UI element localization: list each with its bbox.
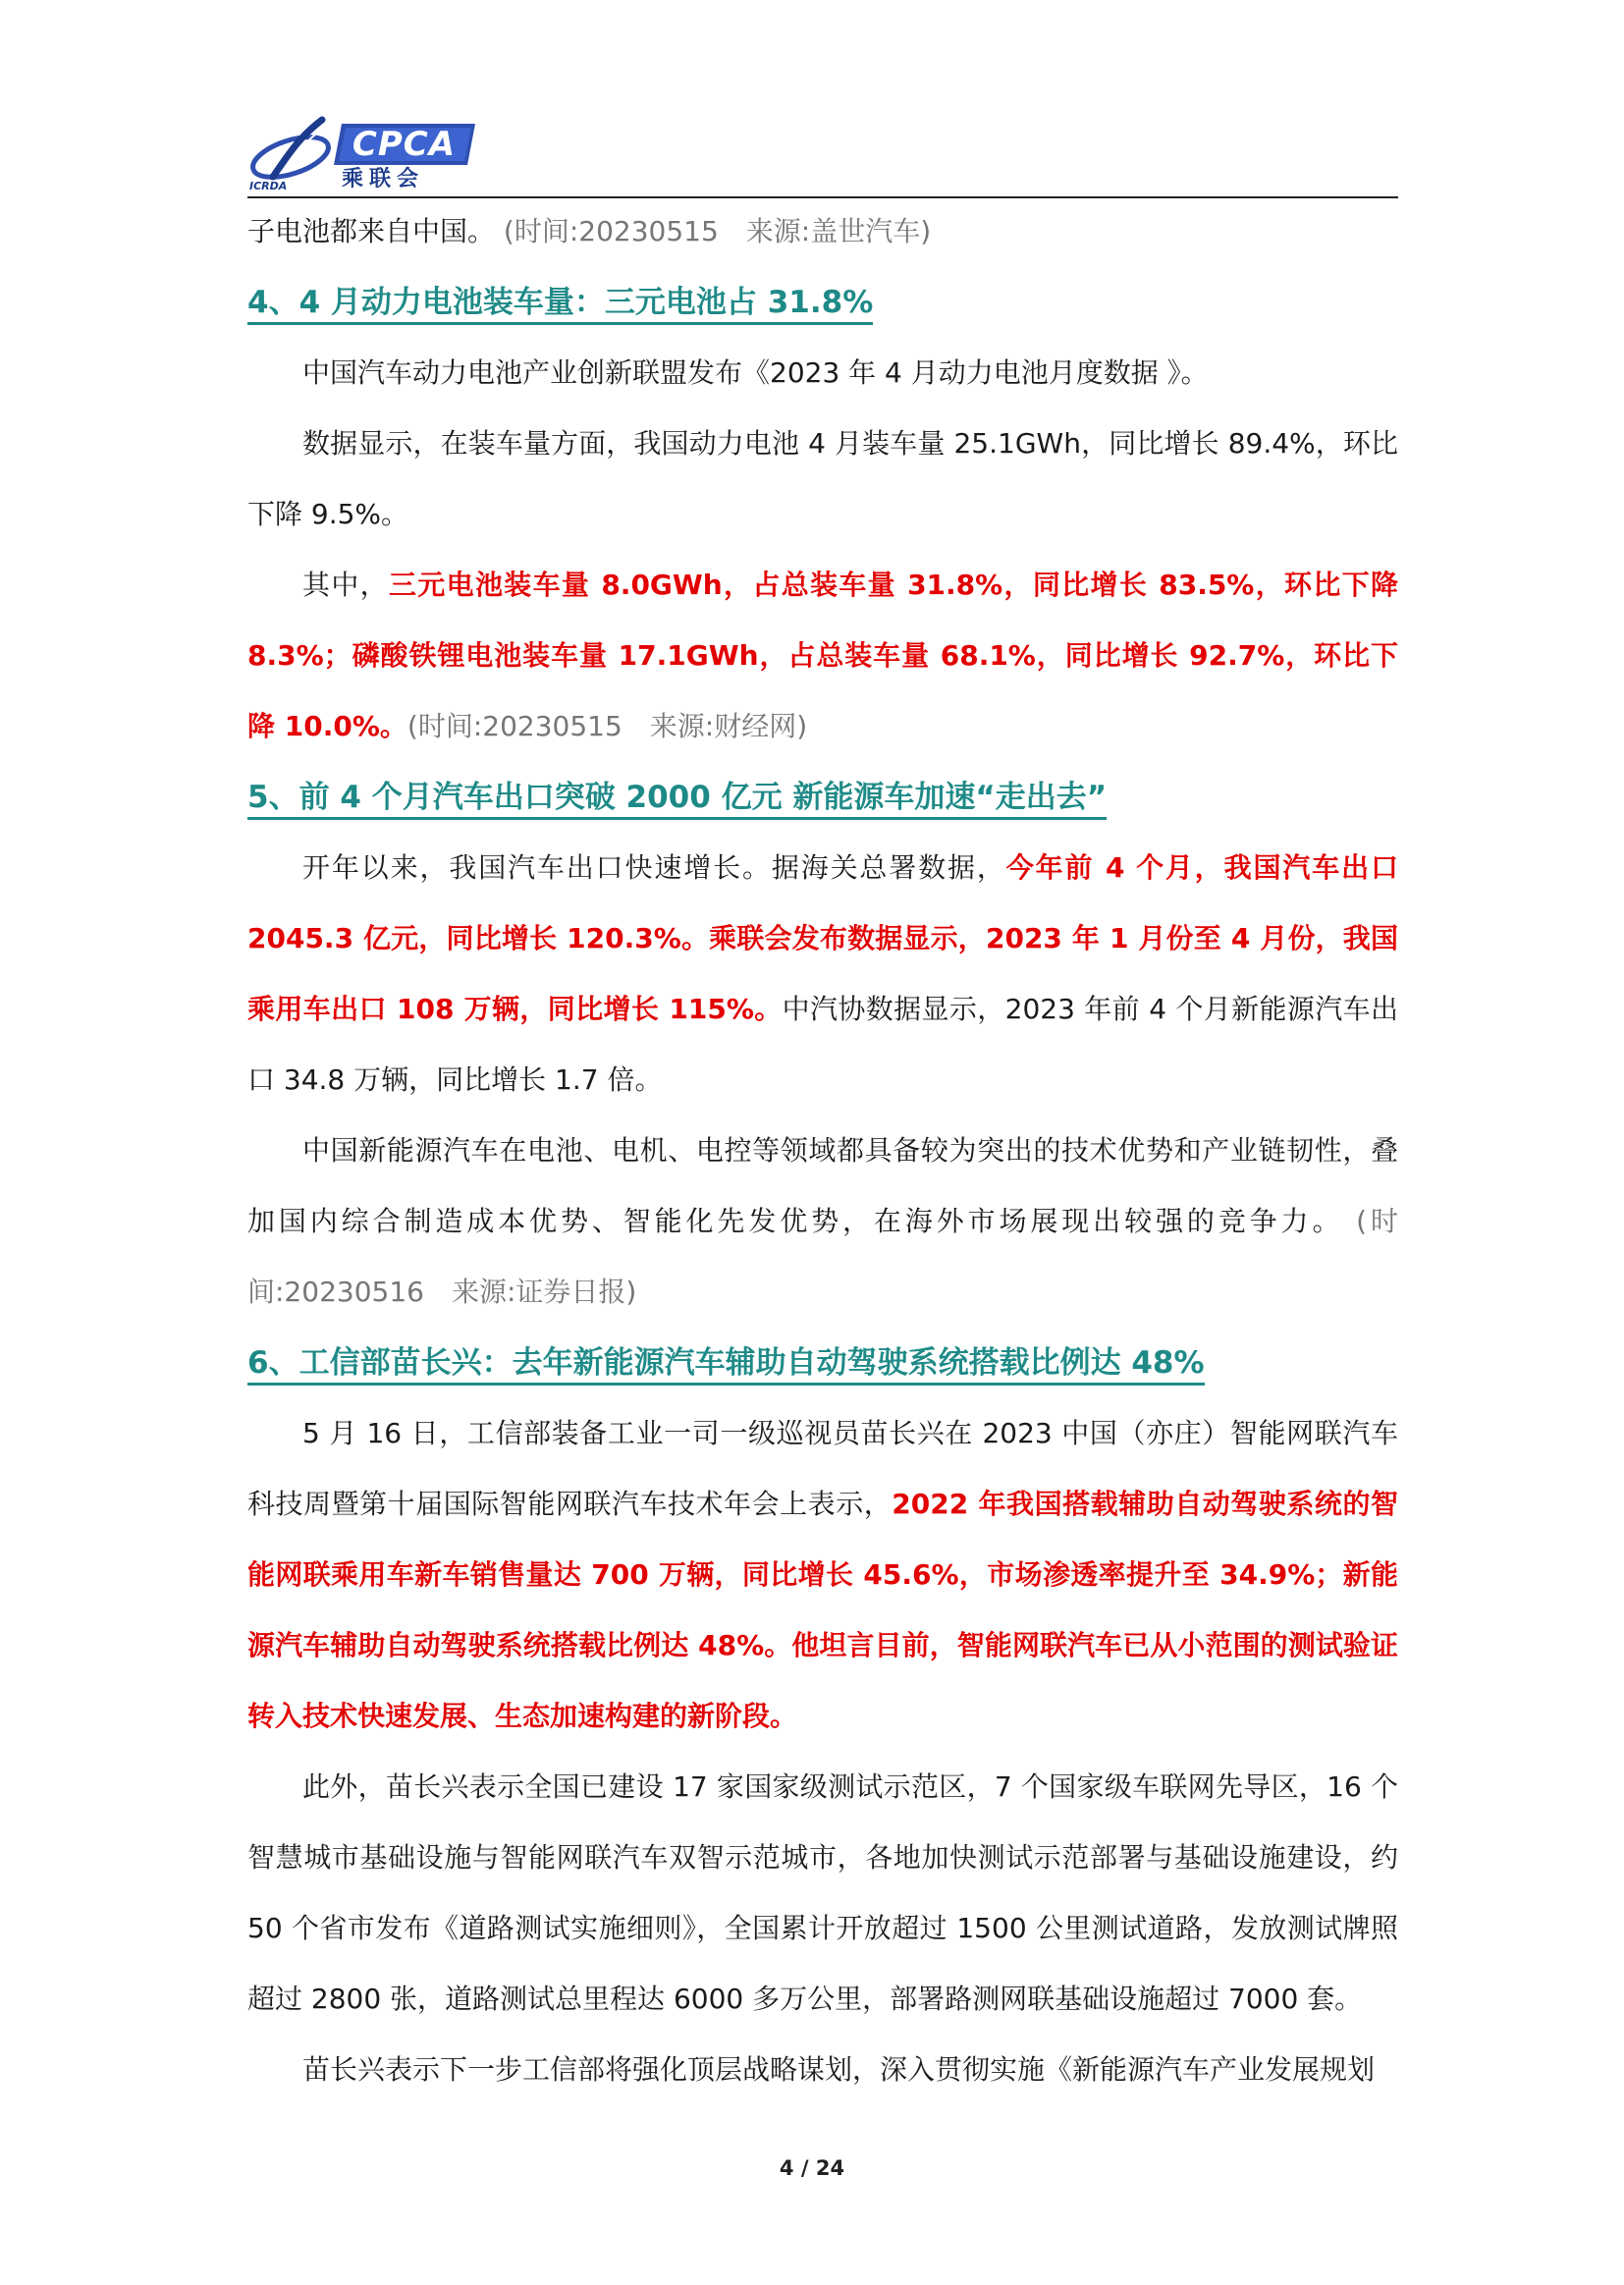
page-number: 4 / 24 [779, 2156, 845, 2180]
source-note: (时间:20230515 来源:财经网) [406, 710, 808, 742]
paragraph-text: 其中， [302, 569, 389, 601]
paragraph-text: 中汽协数据显示，2023 年前 4 个月新能源汽车出口 34.8 万辆，同比增长 1.7 倍。 [247, 993, 1398, 1096]
paragraph-text: 子电池都来自中国。 [247, 215, 496, 247]
paragraph: 中国汽车动力电池产业创新联盟发布《2023 年 4 月动力电池月度数据 》。 [302, 356, 1209, 389]
paragraph [247, 1398, 1398, 1752]
highlight-text: 2022 年我国搭载辅助自动驾驶系统的智能网联乘用车新车销售量达 700 万辆，同比增长 45.6%，市场渗透率提升至 34.9%；新能源汽车辅助自动驾驶系统搭载比例达 48%。他坦言目前，智能网联汽车已从小范围的测试验证转入技术快速发展、生态加速构建的新阶段。 [247, 1488, 1398, 1732]
document-body [247, 196, 1398, 2105]
source-note: (时间:20230516 来源:证券日报) [247, 1205, 1398, 1308]
heading-text: 6、工信部苗长兴：去年新能源汽车辅助自动驾驶系统搭载比例达 48% [247, 1345, 1205, 1386]
logo-small-text: ICRDA [249, 180, 288, 192]
paragraph [247, 550, 1398, 762]
cpca-logo-icon [247, 116, 483, 194]
paragraph [247, 1115, 1398, 1328]
highlight-text: 今年前 4 个月，我国汽车出口 2045.3 亿元，同比增长 120.3%。乘联会发布数据显示，2023 年 1 月份至 4 月份，我国乘用车出口 108 万辆，同比增长 115%。 [247, 851, 1398, 1025]
section-heading-6 [247, 1328, 1398, 1398]
highlight-text: 三元电池装车量 8.0GWh，占总装车量 31.8%，同比增长 83.5%，环比下降 8.3%；磷酸铁锂电池装车量 17.1GWh，占总装车量 68.1%，同比增长 92.7%，环比下降 10.0%。 [247, 569, 1398, 742]
paragraph: 此外，苗长兴表示全国已建设 17 家国家级测试示范区，7 个国家级车联网先导区，16 个智慧城市基础设施与智能网联汽车双智示范城市，各地加快测试示范部署与基础设施建设，约 50 个省市发布《道路测试实施细则》，全国累计开放超过 1500 公里测试道路，发放测试牌照超过 2800 张，道路测试总里程达 6000 多万公里，部署路测网联基础设施超过 7000 套。 [247, 1770, 1398, 2015]
paragraph-text: 开年以来，我国汽车出口快速增长。据海关总署数据， [302, 851, 1006, 884]
paragraph [247, 833, 1398, 1115]
logo-english-text: CPCA [352, 125, 457, 164]
paragraph: 数据显示，在装车量方面，我国动力电池 4 月装车量 25.1GWh，同比增长 89.4%，环比下降 9.5%。 [247, 427, 1398, 530]
continuation-paragraph [247, 196, 1398, 267]
heading-text: 5、前 4 个月汽车出口突破 2000 亿元 新能源车加速“走出去” [247, 780, 1107, 820]
paragraph-text: 5 月 16 日，工信部装备工业一司一级巡视员苗长兴在 2023 中国（亦庄）智能网联汽车科技周暨第十届国际智能网联汽车技术年会上表示， [247, 1417, 1398, 1520]
paragraph-text: 中国新能源汽车在电池、电机、电控等领域都具备较为突出的技术优势和产业链韧性，叠加国内综合制造成本优势、智能化先发优势，在海外市场展现出较强的竞争力。 [247, 1134, 1398, 1237]
source-note: (时间:20230515 来源:盖世汽车) [503, 215, 932, 247]
paragraph: 苗长兴表示下一步工信部将强化顶层战略谋划，深入贯彻实施《新能源汽车产业发展规划 [302, 2053, 1376, 2086]
page-header [247, 110, 1398, 198]
section-heading-5 [247, 762, 1398, 833]
heading-text: 4、4 月动力电池装车量：三元电池占 31.8% [247, 285, 873, 325]
section-heading-4 [247, 267, 1398, 338]
logo-chinese-text: 乘联会 [342, 167, 425, 191]
